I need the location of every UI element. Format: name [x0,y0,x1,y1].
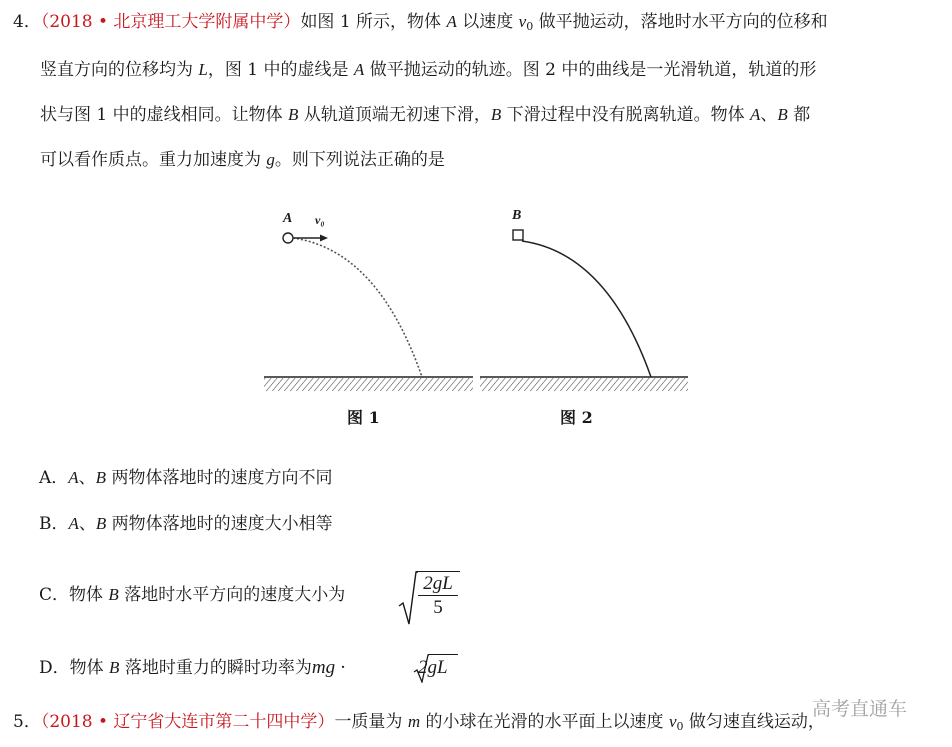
var-v-sub: 0 [526,20,534,33]
var-a: A [353,60,365,79]
option-letter: B． [39,514,69,534]
var-a: A [68,468,79,487]
fig2-caption: 图 2 [560,408,593,427]
var-b: B [777,105,788,124]
fraction-den-text: 5 [433,597,443,618]
q5-source: （2018 • 辽宁省大连市第二十四中学） [40,712,335,732]
option-a[interactable] [39,467,332,489]
option-d[interactable] [39,657,346,679]
watermark: 高考直通车 [812,698,908,720]
radical-c-icon [398,570,418,626]
fig1-caption: 图 1 [347,408,380,427]
var-g: g [266,150,275,169]
formula-mg: mg [311,657,336,678]
var-b: B [95,514,107,533]
fraction-c-den [416,596,460,620]
option-text: 两物体落地时的速度大小相等 [106,514,333,534]
option-text: 、 [78,514,96,534]
q4-source: （2018 • 北京理工大学附属中学） [40,12,301,32]
label-b: B [512,208,522,223]
q4-text: 、 [760,105,778,125]
q4-text: 以速度 [456,12,519,32]
fraction-c [416,573,460,620]
var-m: m [407,712,421,731]
var-a: A [750,105,761,124]
q4-text: 做平抛运动，落地时水平方向的位移和 [533,12,828,32]
q4-text: 做平抛运动的轨迹。图 2 中的曲线是一光滑轨道，轨道的形 [364,60,817,80]
option-text: 物体 [69,658,110,678]
q4-text: 下滑过程中没有脱离轨道。物体 [501,105,751,125]
option-text: 落地时重力的瞬时功率为 [119,658,312,678]
q4-text: 都 [787,105,811,125]
var-b: B [108,585,119,604]
smooth-track-curve [522,241,651,377]
var-v: v [518,12,527,31]
option-letter: A． [39,468,69,488]
velocity-arrow-head-icon [320,235,328,242]
var-l: L [198,60,208,79]
ball-a-icon [283,233,293,243]
var-b: B [95,468,107,487]
radical-d-content: 2gL [418,657,448,678]
option-letter: D． [39,658,70,678]
q4-text: 状与图 1 中的虚线相同。让物体 [40,105,289,125]
option-b[interactable] [39,513,333,535]
fraction-num-text: 2gL [423,573,453,594]
q5-text: 一质量为 [334,712,408,732]
label-v0: v₀ [315,213,325,227]
option-letter: C． [39,585,70,605]
option-text: 、 [78,468,96,488]
q5-line-1 [13,711,825,738]
formula-dot: · [335,657,347,678]
trajectory-dashed [293,238,422,377]
q5-number: 5． [13,712,41,732]
radical-c-bar [416,571,460,572]
q5-text: 的小球在光滑的水平面上以速度 [420,712,669,732]
q4-text: 竖直方向的位移均为 [40,60,199,80]
option-text: 物体 [69,585,109,605]
q4-text: 。则下列说法正确的是 [274,150,445,170]
q4-number: 4． [13,12,41,32]
var-a: A [446,12,457,31]
q5-text: 做匀速直线运动， [683,712,825,732]
radical-d-bar [428,654,458,655]
ground-2-hatch [480,378,688,391]
option-text: 落地时水平方向的速度大小为 [118,585,346,605]
option-text: 两物体落地时的速度方向不同 [106,468,333,488]
var-b: B [490,105,502,124]
var-b: B [109,658,120,677]
option-c[interactable] [39,584,345,606]
q4-text: ，图 1 中的虚线是 [207,60,354,80]
q4-text: 如图 1 所示，物体 [300,12,447,32]
q4-text: 可以看作质点。重力加速度为 [40,150,267,170]
var-a: A [68,514,79,533]
var-v-sub: 0 [676,720,684,733]
fraction-c-num [418,573,458,596]
var-b: B [288,105,299,124]
block-b-icon [513,230,523,240]
label-a: A [283,211,293,226]
var-v: v [668,712,677,731]
ground-1-hatch [264,378,473,391]
q4-text: 从轨道顶端无初速下滑， [298,105,491,125]
